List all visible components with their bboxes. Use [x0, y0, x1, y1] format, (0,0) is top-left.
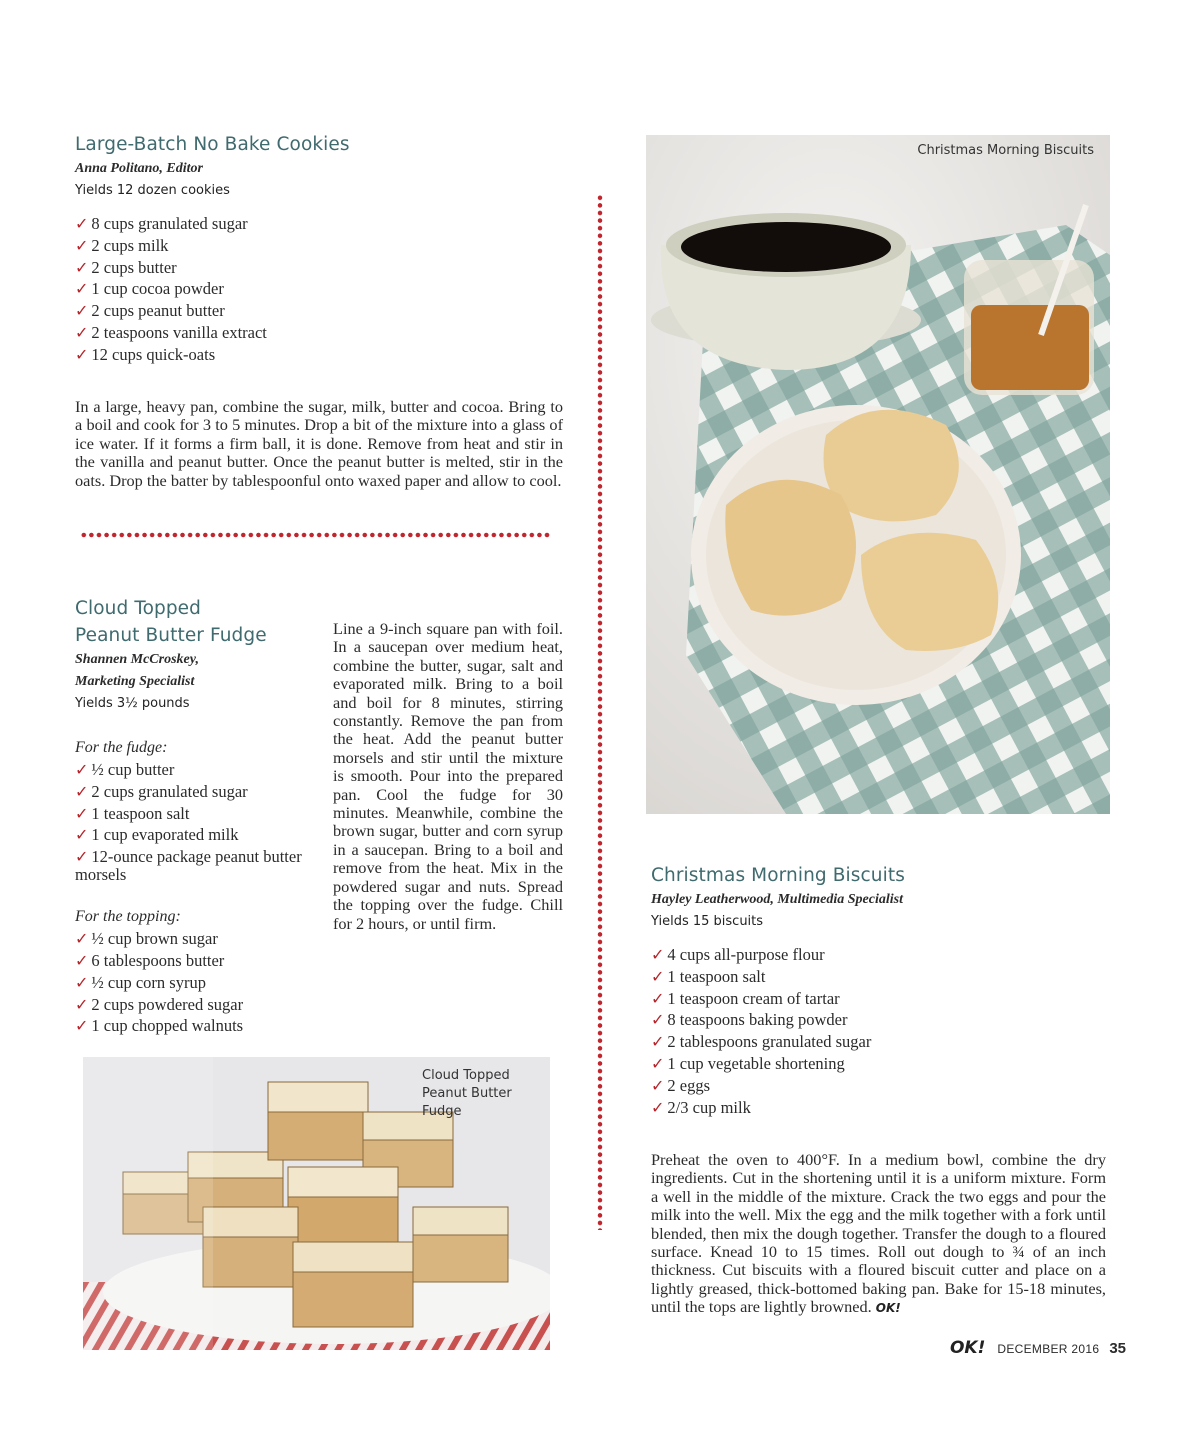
check-icon: ✓ — [75, 929, 89, 949]
biscuits-photo — [646, 135, 1110, 814]
recipe-yield: Yields 15 biscuits — [651, 914, 764, 929]
ingredient-list — [75, 928, 310, 1037]
photo-caption: Cloud Topped Peanut Butter Fudge — [422, 1068, 512, 1119]
ok-logo-end-mark: OK! — [875, 1301, 901, 1316]
ingredient-item: ✓ 1 cup vegetable shortening — [651, 1053, 845, 1073]
ingredient-item: ✓ 12-ounce package peanut butter morsels — [75, 847, 302, 885]
recipe-instructions-block — [651, 1151, 1106, 1318]
ingredient-item: ✓ 2 teaspoons vanilla extract — [75, 322, 267, 342]
ingredient-item: ✓ 2 eggs — [651, 1075, 711, 1095]
recipe-author: Marketing Specialist — [75, 674, 195, 689]
ingredient-item: ✓ 2 cups butter — [75, 257, 177, 277]
ingredient-list — [75, 213, 565, 366]
ingredient-item: ✓ 2 tablespoons granulated sugar — [651, 1032, 872, 1052]
ingredient-item: ✓ 1 cup chopped walnuts — [75, 1016, 244, 1036]
ingredient-item: ✓ 1 teaspoon cream of tartar — [651, 988, 840, 1008]
issue-date: DECEMBER 2016 — [997, 1342, 1100, 1356]
recipe-title: Large-Batch No Bake Cookies — [75, 134, 350, 155]
check-icon: ✓ — [75, 781, 89, 801]
check-icon: ✓ — [75, 344, 89, 364]
recipe-fudge — [75, 595, 310, 1037]
fudge-photo — [83, 1057, 550, 1350]
ingredient-item: ✓ 1 teaspoon salt — [651, 966, 766, 986]
check-icon: ✓ — [651, 1010, 665, 1030]
check-icon: ✓ — [75, 1016, 89, 1036]
check-icon: ✓ — [75, 972, 89, 992]
recipe-title: Christmas Morning Biscuits — [651, 865, 905, 886]
ingredient-item: ✓ 8 teaspoons baking powder — [651, 1010, 848, 1030]
ingredient-group-label: For the topping: — [75, 908, 181, 926]
ingredient-list — [75, 759, 310, 884]
check-icon: ✓ — [651, 966, 665, 986]
ingredient-item: ✓ 2 cups granulated sugar — [75, 781, 248, 801]
vertical-dotted-divider — [597, 194, 603, 1230]
recipe-instructions: In a large, heavy pan, combine the sugar, milk, butter and cocoa. Bring to a boil and cook for 3 to 5 minutes. Drop a bit of the mixture into a glass of ice water. If it forms a firm ball, it is done. Remove from heat and stir in the vanilla and peanut butter. Once the peanut butter is melted, stir in the oats. Drop the batter by tablespoonful onto waxed paper and allow to cool. — [75, 397, 563, 490]
check-icon: ✓ — [75, 803, 89, 823]
check-icon: ✓ — [75, 301, 89, 321]
check-icon: ✓ — [651, 988, 665, 1008]
biscuits-illustration — [646, 135, 1110, 814]
ingredient-item: ✓ 1 cup cocoa powder — [75, 279, 224, 299]
check-icon: ✓ — [75, 279, 89, 299]
ingredient-list — [651, 944, 1111, 1118]
page-number: 35 — [1109, 1340, 1126, 1357]
recipe-instructions: Preheat the oven to 400°F. In a medium bowl, combine the dry ingredients. Cut in the shortening until it is a uniform mixture. Form a well in the middle of the mixture. Crack the two eggs and pour the milk into the well. Mix the egg and the milk together with a fork until blended, then mix the dough together. Transfer the dough to a floured surface. Knead 10 to 15 times. Roll out dough to ¾ of an inch thickness. Cut biscuits with a floured biscuit cutter and place on a lightly greased, thick-bottomed baking pan. Bake for 15-18 minutes, until the tops are lightly browned. OK! — [651, 1150, 1106, 1317]
recipe-yield: Yields 3½ pounds — [75, 696, 190, 711]
check-icon: ✓ — [651, 1053, 665, 1073]
ingredient-item: ✓ 2 cups milk — [75, 235, 169, 255]
recipe-author: Hayley Leatherwood, Multimedia Specialist — [651, 892, 903, 907]
check-icon: ✓ — [651, 945, 665, 964]
ingredient-item: ✓ 2 cups powdered sugar — [75, 994, 244, 1014]
horizontal-dotted-divider — [80, 532, 550, 538]
check-icon: ✓ — [75, 760, 89, 779]
check-icon: ✓ — [75, 825, 89, 845]
recipe-cookies — [75, 131, 565, 366]
ingredient-item: ✓ 2/3 cup milk — [651, 1097, 751, 1117]
ingredient-item: ✓ 1 cup evaporated milk — [75, 825, 239, 845]
recipe-yield: Yields 12 dozen cookies — [75, 183, 230, 198]
ingredient-item: ✓ 12 cups quick-oats — [75, 344, 216, 364]
check-icon: ✓ — [75, 257, 89, 277]
recipe-author: Anna Politano, Editor — [75, 161, 203, 176]
check-icon: ✓ — [75, 214, 89, 233]
ingredient-group-label: For the fudge: — [75, 739, 168, 756]
ok-logo: OK! — [949, 1338, 986, 1358]
check-icon: ✓ — [75, 994, 89, 1014]
ingredient-item: ✓ 6 tablespoons butter — [75, 950, 225, 970]
check-icon: ✓ — [75, 847, 89, 867]
ingredient-item: ✓ 2 cups peanut butter — [75, 301, 225, 321]
ingredient-item: ✓ ½ cup brown sugar — [75, 929, 218, 949]
check-icon: ✓ — [75, 235, 89, 255]
ingredient-item: ✓ 8 cups granulated sugar — [75, 214, 248, 233]
recipe-biscuits — [651, 862, 1111, 1118]
ingredient-item: ✓ 1 teaspoon salt — [75, 803, 190, 823]
ingredient-item: ✓ ½ cup butter — [75, 760, 175, 779]
check-icon: ✓ — [651, 1097, 665, 1117]
recipe-title: Peanut Butter Fudge — [75, 625, 267, 646]
photo-caption: Christmas Morning Biscuits — [917, 143, 1094, 158]
check-icon: ✓ — [651, 1032, 665, 1052]
recipe-author: Shannen McCroskey, — [75, 652, 199, 667]
page-footer — [950, 1338, 1126, 1358]
recipe-instructions: Line a 9-inch square pan with foil. In a saucepan over medium heat, combine the butter, sugar, salt and evaporated milk. Bring to a boil and boil for 8 minutes, stirring constantly. Remove the pan from the heat. Add the peanut butter morsels and stir until the mixture is smooth. Pour into the prepared pan. Cool the fudge for 30 minutes. Meanwhile, combine the brown sugar, butter and corn syrup in a saucepan. Bring to a boil and remove from the heat. Mix in the powdered sugar and nuts. Spread the topping over the fudge. Chill for 2 hours, or until firm. — [333, 619, 563, 933]
check-icon: ✓ — [651, 1075, 665, 1095]
check-icon: ✓ — [75, 950, 89, 970]
check-icon: ✓ — [75, 322, 89, 342]
ingredient-item: ✓ ½ cup corn syrup — [75, 972, 206, 992]
recipe-title: Cloud Topped — [75, 598, 202, 619]
ingredient-item: ✓ 4 cups all-purpose flour — [651, 945, 825, 964]
